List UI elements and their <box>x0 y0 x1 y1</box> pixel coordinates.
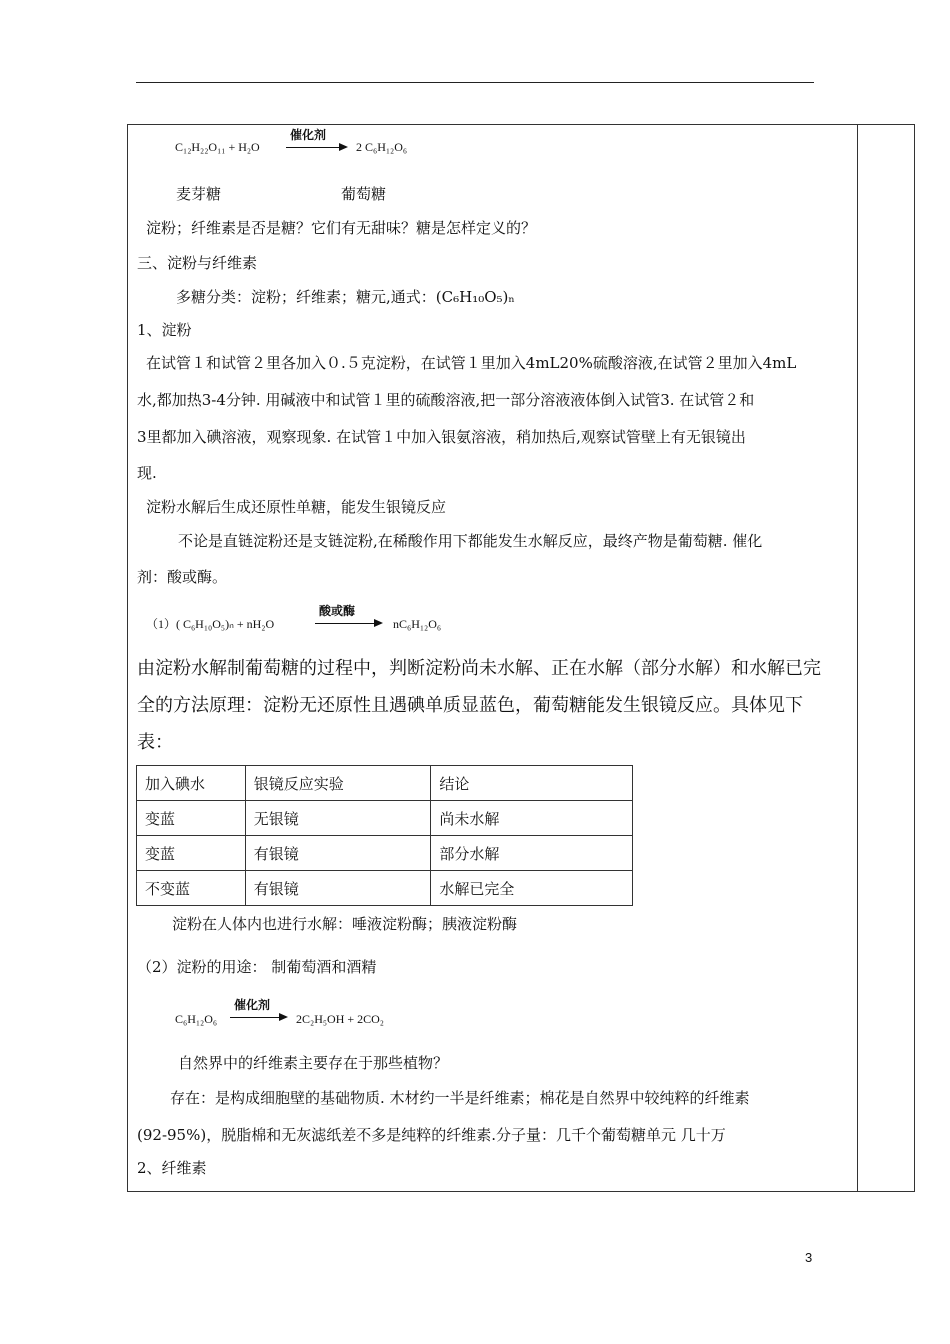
table-cell: 水解已完全 <box>431 871 633 906</box>
equation3-right: 2C₂H₅OH + 2CO₂ <box>296 1012 384 1026</box>
label-glucose: 葡萄糖 <box>341 185 387 203</box>
experiment-line-2: 水,都加热3-4分钟. 用碱液中和试管１里的硫酸溶液,把一部分溶液液体倒入试管3. 在试管２和 <box>137 391 755 409</box>
equation2-catalyst: 酸或酶 <box>319 604 356 618</box>
table-header-cell: 加入碘水 <box>137 766 246 801</box>
starch-uses-line: （2）淀粉的用途： 制葡萄酒和酒精 <box>137 958 377 976</box>
paragraph-hydrolysis-1: 不论是直链淀粉还是支链淀粉,在稀酸作用下都能发生水解反应，最终产物是葡萄糖. 催化 <box>178 532 763 550</box>
question-cellulose: 自然界中的纤维素主要存在于那些植物？ <box>178 1054 449 1072</box>
existence-line-1: 存在：是构成细胞壁的基础物质. 木材约一半是纤维素；棉花是自然界中较纯粹的纤维素 <box>170 1089 750 1107</box>
equation1-catalyst: 催化剂 <box>290 128 327 142</box>
equation2-arrow <box>315 623 381 624</box>
table-cell: 无银镜 <box>245 801 431 836</box>
equation2-left: （1）( C₆H₁₀O₅)ₙ + nH₂O <box>146 617 275 631</box>
table-header-row <box>137 766 633 801</box>
label-maltose: 麦芽糖 <box>176 185 222 203</box>
experiment-line-3: 3里都加入碘溶液，观察现象. 在试管１中加入银氨溶液，稍加热后,观察试管壁上有无银镜出 <box>137 428 746 446</box>
table-cell: 变蓝 <box>137 836 246 871</box>
table-cell: 部分水解 <box>431 836 633 871</box>
equation3-left: C₆H₁₂O₆ <box>175 1012 218 1026</box>
subheading-cellulose: 2、纤维素 <box>137 1159 207 1177</box>
header-rule <box>136 82 814 83</box>
question-sugar: 淀粉；纤维素是否是糖？它们有无甜味？糖是怎样定义的？ <box>146 219 537 237</box>
table-cell: 不变蓝 <box>137 871 246 906</box>
hydrolysis-note: 淀粉水解后生成还原性单糖，能发生银镜反应 <box>146 498 447 516</box>
table-row <box>137 801 633 836</box>
table-row <box>137 871 633 906</box>
polysaccharide-line: 多糖分类：淀粉；纤维素；糖元,通式：(C₆H₁₀O₅)ₙ <box>176 288 515 306</box>
equation3-arrow <box>230 1017 286 1018</box>
table-header-cell: 银镜反应实验 <box>245 766 431 801</box>
section-heading-3: 三、淀粉与纤维素 <box>137 254 258 272</box>
paragraph-hydrolysis-2: 剂：酸或酶。 <box>137 568 228 586</box>
equation1-right: 2 C₆H₁₂O₆ <box>356 140 408 154</box>
experiment-line-4: 现. <box>137 464 157 482</box>
table-cell: 变蓝 <box>137 801 246 836</box>
page-number: 3 <box>805 1250 813 1265</box>
method-line-1: 由淀粉水解制葡萄糖的过程中，判断淀粉尚未水解、正在水解（部分水解）和水解已完 <box>137 658 821 679</box>
method-line-2: 全的方法原理：淀粉无还原性且遇碘单质显蓝色，葡萄糖能发生银镜反应。具体见下 <box>137 695 803 716</box>
table-cell: 尚未水解 <box>431 801 633 836</box>
table-cell: 有银镜 <box>245 871 431 906</box>
equation2-right: nC₆H₁₂O₆ <box>393 617 442 631</box>
experiment-line-1: 在试管１和试管２里各加入０.５克淀粉，在试管１里加入4mL20%硫酸溶液,在试管２里加入4mL <box>146 354 797 372</box>
equation1-left: C₁₂H₂₂O₁₁ + H₂O <box>175 140 260 154</box>
table-cell: 有银镜 <box>245 836 431 871</box>
equation1-arrow <box>286 147 346 148</box>
body-hydrolysis-line: 淀粉在人体内也进行水解：唾液淀粉酶；胰液淀粉酶 <box>172 915 518 933</box>
table-header-cell: 结论 <box>431 766 633 801</box>
equation3-catalyst: 催化剂 <box>234 998 271 1012</box>
subheading-starch: 1、淀粉 <box>137 321 192 339</box>
hydrolysis-table <box>136 765 633 906</box>
frame-column-divider <box>857 124 858 1192</box>
table-row <box>137 836 633 871</box>
method-line-3: 表： <box>137 732 173 753</box>
existence-line-2: (92-95%)，脱脂棉和无灰滤纸差不多是纯粹的纤维素.分子量：几千个葡萄糖单元 几十万 <box>137 1126 726 1144</box>
